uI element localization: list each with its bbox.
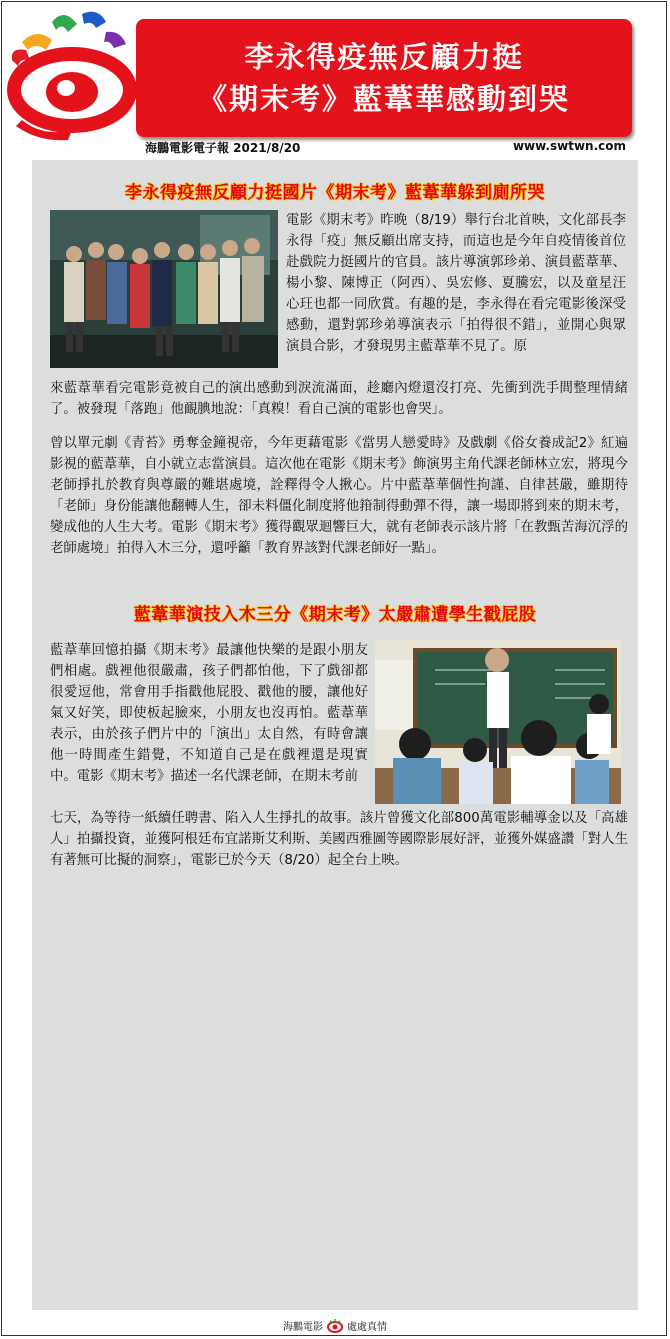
publication-date: 海鵬電影電子報 2021/8/20 — [145, 141, 301, 155]
website-link[interactable]: www.swtwn.com — [512, 139, 626, 153]
headline-banner — [136, 19, 632, 137]
article-paragraph-1-continued: 來藍葦華看完電影竟被自己的演出感動到淚流滿面，趁廳內燈還沒打亮、先衝到洗手間整理情緒了。被發現「落跑」他靦腆地說：「真糗！看自己演的電影也會哭」。 — [50, 381, 628, 417]
headline-line-1: 李永得疫無反顧力挺 — [244, 40, 524, 74]
premiere-group-photo — [50, 210, 278, 368]
section-heading-2: 藍葦華演技入木三分《期末考》太嚴肅遭學生戳屁股 — [133, 605, 537, 625]
article-paragraph-2: 曾以單元劇《青苔》勇奪金鐘視帝，今年更藉電影《當男人戀愛時》及戲劇《俗女養成記2》紅遍影視的藍葦華，自小就立志當演員。這次他在電影《期末考》飾演男主角代課老師林立宏，將現今老師掙扎於教育與尊嚴的難堪處境，詮釋得令人揪心。片中藍葦華個性拘謹、自律甚嚴，雖期待「老師」身份能讓他翻轉人生，卻未料僵化制度將他箝制得動彈不得，讓一場即將到來的期末考，變成他的人生大考。電影《期末考》獲得觀眾迴響巨大，就有老師表示該片將「在教甄苦海沉浮的老師處境」拍得入木三分，還呼籲「教育界該對代課老師好一點」。 — [50, 436, 628, 556]
footer-logo-icon — [326, 1319, 344, 1333]
section-heading-1: 李永得疫無反顧力挺國片《期末考》藍葦華躲到廁所哭 — [125, 183, 545, 203]
footer-brand: 海鵬電影 — [283, 1322, 323, 1333]
headline-line-2: 《期末考》藍葦華感動到哭 — [197, 82, 570, 116]
article-paragraph-3-continued: 七天，為等待一紙續任聘書、陷入人生掙扎的故事。該片曾獲文化部800萬電影輔導金以及「高雄人」拍攝投資，並獲阿根廷布宜諾斯艾利斯、美國西雅圖等國際影展好評，並獲外媒盛讚「對人生有著無可比擬的洞察」，電影已於今天（8/20）起全台上映。 — [50, 811, 628, 868]
footer — [0, 1318, 670, 1333]
article-paragraph-3: 藍葦華回憶拍攝《期末考》最讓他快樂的是跟小朋友們相處。戲裡他很嚴肅，孩子們都怕他，下了戲卻都很愛逗他，常會用手指戳他屁股、戳他的腰，讓他好氣又好笑，即使板起臉來，小朋友也沒再怕。藍葦華表示，由於孩子們片中的「演出」太自然，有時會讓他一時間產生錯覺，不知道自己是在戲裡還是現實中。電影《期末考》描述一名代課老師，在期末考前 — [50, 643, 368, 784]
article-panel — [32, 160, 638, 1310]
article-paragraph-1: 電影《期末考》昨晚（8/19）舉行台北首映，文化部長李永得「疫」無反顧出席支持，而這也是今年自疫情後首位赴戲院力挺國片的官員。該片導演郭珍弟、演員藍葦華、楊小黎、陳博正（阿西）、吳宏修、夏騰宏，以及童星汪心玨也都一同欣賞。有趣的是，李永得在看完電影後深受感動，還對郭珍弟導演表示「拍得很不錯」，並開心與眾演員合影，才發現男主藍葦華不見了。原 — [286, 213, 626, 354]
classroom-still-photo — [375, 640, 621, 804]
swtwn-logo-icon — [2, 2, 140, 142]
footer-slogan: 處處真情 — [347, 1322, 387, 1333]
